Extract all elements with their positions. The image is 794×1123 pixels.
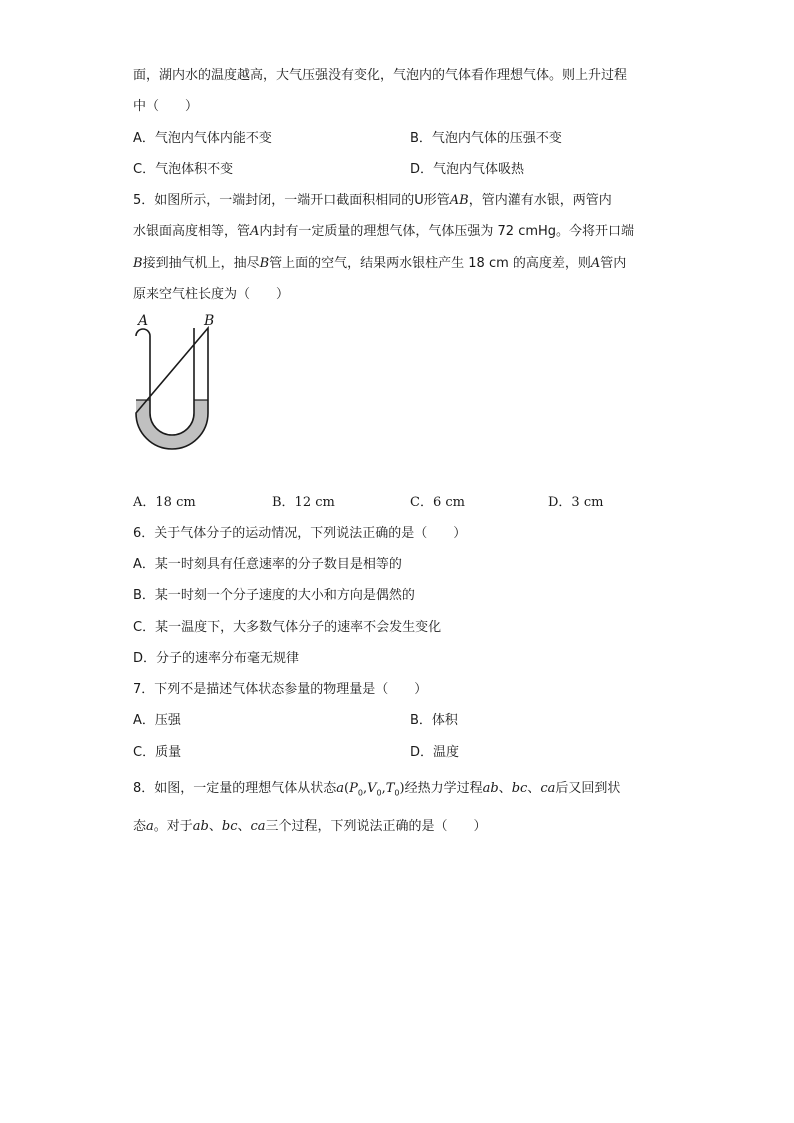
q5-option-b: B．12 cm: [272, 495, 335, 510]
tube-label-a: A: [138, 313, 149, 329]
q7-option-d: D．温度: [410, 745, 460, 760]
q6-option-d: D．分子的速率分布毫无规律: [133, 651, 300, 666]
q8-stem-line2: 态a。对于ab、bc、ca三个过程，下列说法正确的是（ ）: [133, 819, 487, 834]
q4-stem-line1: 面，湖内水的温度越高，大气压强没有变化，气泡内的气体看作理想气体。则上升过程: [133, 68, 628, 83]
q7-option-c: C．质量: [133, 745, 182, 760]
q7-option-b: B．体积: [410, 713, 458, 728]
q4-option-c: C．气泡体积不变: [133, 162, 234, 177]
q5-option-c: C．6 cm: [410, 495, 465, 510]
q4-option-a: A．气泡内气体内能不变: [133, 131, 272, 146]
u-tube-figure: [128, 308, 228, 458]
q5-stem-line2: 水银面高度相等，管A内封有一定质量的理想气体，气体压强为 72 cmHg。今将开口端: [133, 224, 635, 239]
q8-stem-line1: 8．如图，一定量的理想气体从状态$a(P_0,V_0,T_0)$经热力学过程ab、bc、ca后又回到状: [133, 781, 621, 798]
state-a-symbol: a: [336, 781, 345, 796]
q7-option-a: A．压强: [133, 713, 181, 728]
q5-option-a: A．18 cm: [133, 495, 196, 510]
q4-stem-line2: 中（ ）: [133, 99, 199, 114]
q5-option-d: D．3 cm: [548, 495, 604, 510]
tube-label-b: B: [204, 313, 215, 329]
q7-stem: 7．下列不是描述气体状态参量的物理量是（ ）: [133, 682, 428, 697]
q5-stem-line3: B接到抽气机上，抽尽B管上面的空气，结果两水银柱产生 18 cm 的高度差，则A管内: [133, 256, 627, 271]
q4-option-b: B．气泡内气体的压强不变: [410, 131, 562, 146]
q6-stem: 6．关于气体分子的运动情况，下列说法正确的是（ ）: [133, 526, 467, 541]
q6-option-c: C．某一温度下，大多数气体分子的速率不会发生变化: [133, 620, 442, 635]
q4-option-d: D．气泡内气体吸热: [410, 162, 525, 177]
q5-stem-line1: 5．如图所示，一端封闭，一端开口截面积相同的U形管AB，管内灌有水银，两管内: [133, 193, 612, 208]
q6-option-a: A．某一时刻具有任意速率的分子数目是相等的: [133, 557, 402, 572]
mercury-column: [136, 400, 208, 449]
q5-stem-line4: 原来空气柱长度为（ ）: [133, 287, 290, 302]
q6-option-b: B．某一时刻一个分子速度的大小和方向是偶然的: [133, 588, 415, 603]
